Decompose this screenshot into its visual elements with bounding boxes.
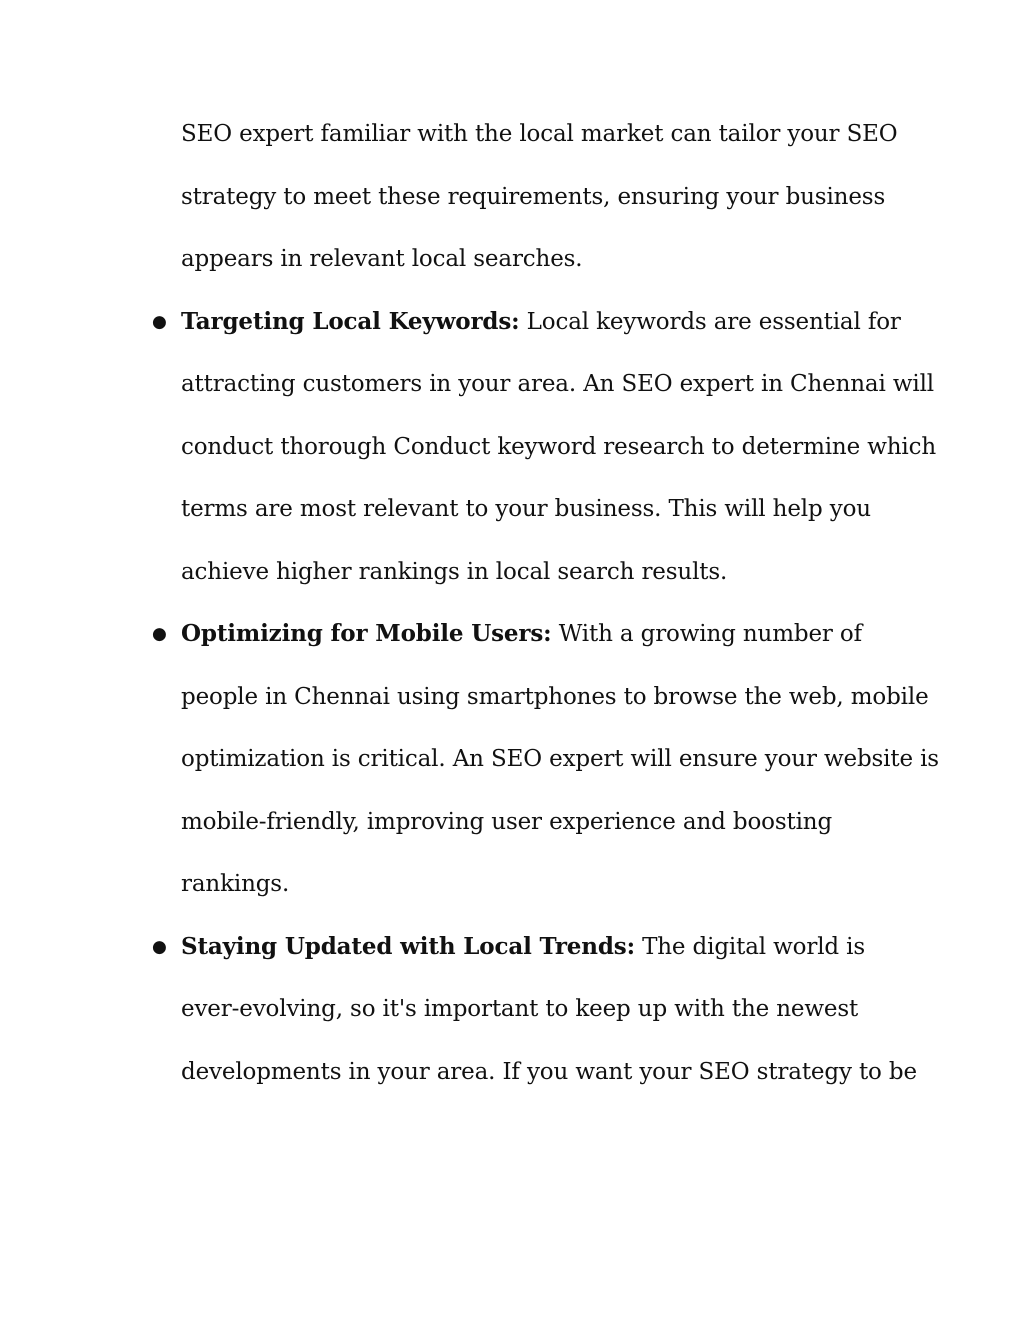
bullet-first-line [152,603,941,666]
text-line: appears in relevant local searches. [181,246,583,272]
bullet-text: The digital world is [634,933,866,960]
bullet-first-line [152,291,941,354]
text-line: strategy to meet these requirements, ensuring your business [181,183,886,210]
bullet-item-local-trends [152,916,941,1104]
text-line: rankings. [181,871,290,897]
text-line: achieve higher rankings in local search results. [181,558,728,585]
text-line: mobile-friendly, improving user experience and boosting [181,808,833,835]
text-line: attracting customers in your area. An SEO expert in Chennai will [181,371,935,397]
bullet-item-mobile-users [152,603,941,916]
bullet-icon: ● [152,936,167,957]
bullet-item-local-keywords [152,291,941,604]
bullet-first-line [152,916,941,979]
bullet-icon: ● [152,311,167,332]
text-line: SEO expert familiar with the local market can tailor your SEO [181,121,898,147]
text-line: optimization is critical. An SEO expert will ensure your website is [181,746,939,772]
text-line: conduct thorough Conduct keyword research to determine which [181,433,937,460]
bullet-text: With a growing number of [551,621,862,647]
intro-paragraph [181,103,941,291]
text-line: terms are most relevant to your business. This will help you [181,496,871,522]
bullet-text: Local keywords are essential for [519,308,901,335]
text-line: people in Chennai using smartphones to browse the web, mobile [181,683,929,710]
bullet-icon: ● [152,624,167,644]
bullet-heading: Staying Updated with Local Trends: [181,932,635,960]
text-line: ever-evolving, so it's important to keep up with the newest [181,996,859,1022]
document-body [152,103,941,1103]
text-line: developments in your area. If you want your SEO strategy to be [181,1058,917,1085]
bullet-heading: Targeting Local Keywords: [181,307,520,335]
bullet-heading: Optimizing for Mobile Users: [181,620,552,647]
